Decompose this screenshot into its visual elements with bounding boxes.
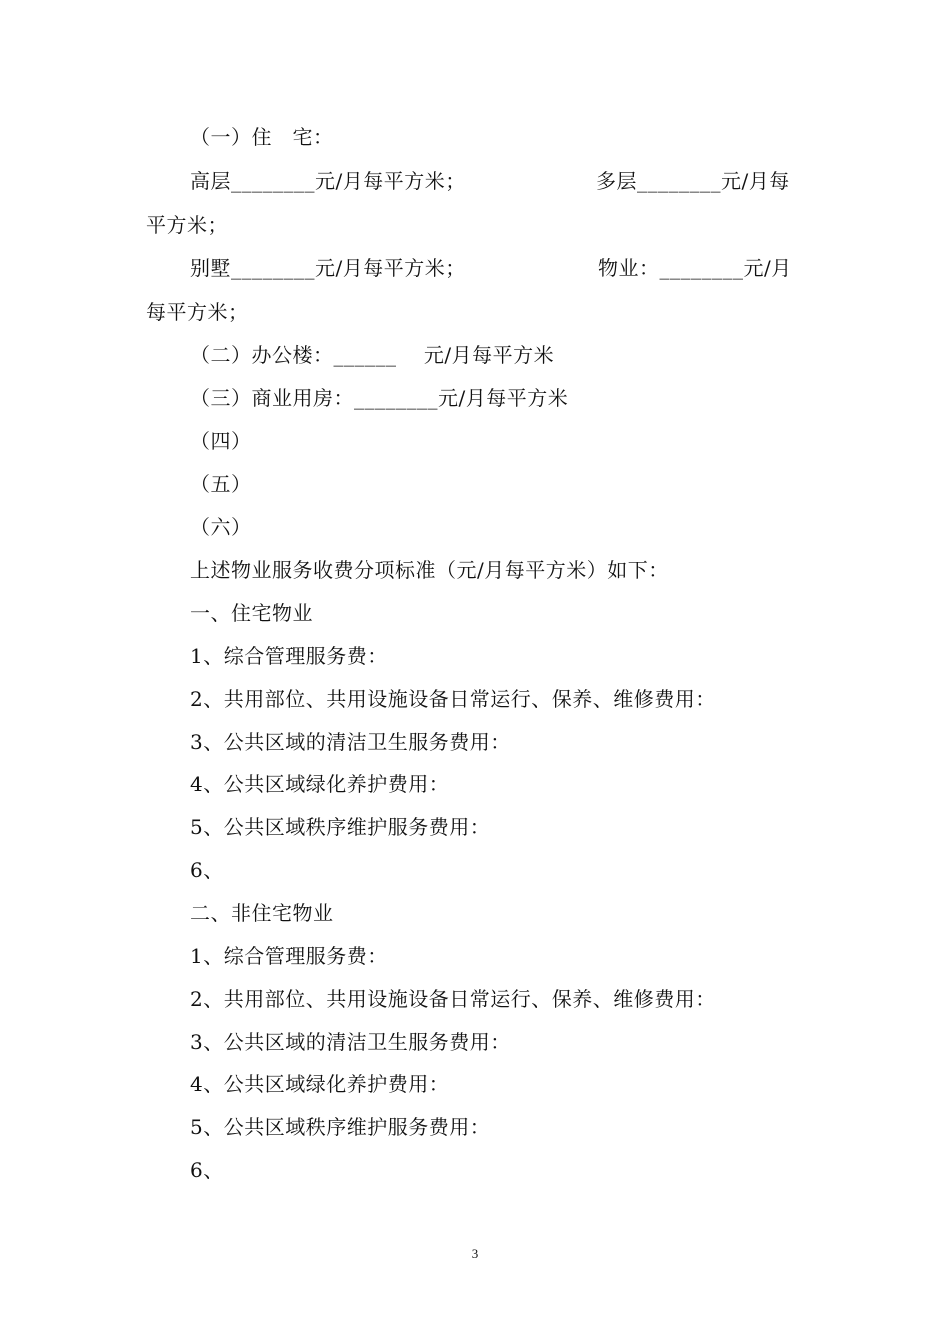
commercial-fee-line: （三）商业用房：________元/月每平方米	[190, 386, 569, 410]
residential-item-2: 2、共用部位、共用设施设备日常运行、保养、维修费用：	[190, 687, 716, 711]
property-fee-line: 物业：________元/月	[598, 256, 792, 280]
high-rise-fee-line: 高层________元/月每平方米；	[190, 169, 466, 193]
multi-storey-fee-continuation: 平方米；	[146, 213, 228, 237]
villa-fee-line: 别墅________元/月每平方米；	[190, 256, 466, 280]
residential-item-5: 5、公共区域秩序维护服务费用：	[190, 815, 491, 839]
section-non-residential: 二、非住宅物业	[190, 901, 334, 925]
non-residential-item-1: 1、综合管理服务费：	[190, 944, 388, 968]
residential-item-1: 1、综合管理服务费：	[190, 644, 388, 668]
non-residential-item-6: 6、	[190, 1158, 224, 1182]
residential-item-6: 6、	[190, 858, 224, 882]
page-number: 3	[471, 1246, 479, 1261]
office-fee-line: （二）办公楼：______ 元/月每平方米	[190, 343, 555, 367]
residential-item-4: 4、公共区域绿化养护费用：	[190, 772, 450, 796]
property-fee-continuation: 每平方米；	[146, 300, 249, 324]
fee-breakdown-intro: 上述物业服务收费分项标准（元/月每平方米）如下：	[190, 558, 669, 582]
residential-heading: （一）住 宅：	[190, 125, 334, 149]
non-residential-item-3: 3、公共区域的清洁卫生服务费用：	[190, 1030, 511, 1054]
item-five: （五）	[190, 472, 252, 496]
non-residential-item-5: 5、公共区域秩序维护服务费用：	[190, 1115, 491, 1139]
item-six: （六）	[190, 515, 252, 539]
non-residential-item-2: 2、共用部位、共用设施设备日常运行、保养、维修费用：	[190, 987, 716, 1011]
item-four: （四）	[190, 429, 252, 453]
non-residential-item-4: 4、公共区域绿化养护费用：	[190, 1072, 450, 1096]
section-residential: 一、住宅物业	[190, 601, 313, 625]
residential-item-3: 3、公共区域的清洁卫生服务费用：	[190, 730, 511, 754]
multi-storey-fee-line: 多层________元/月每	[596, 169, 790, 193]
